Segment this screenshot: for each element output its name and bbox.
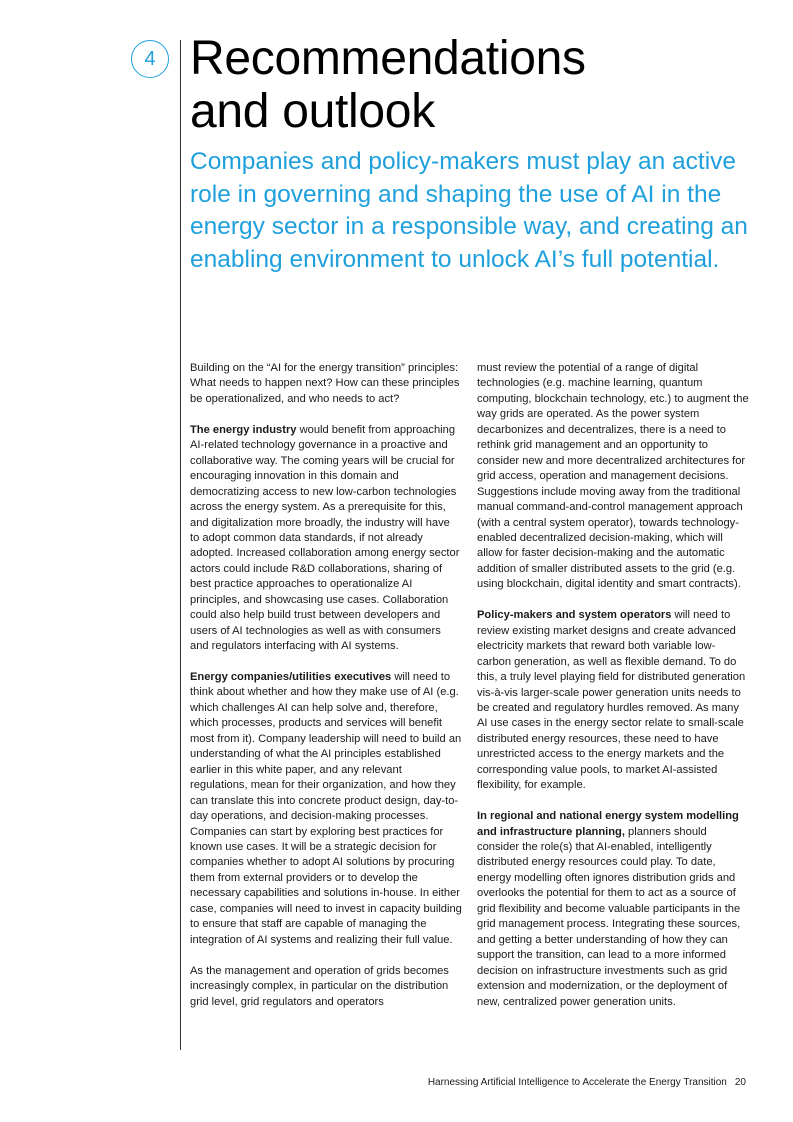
intro-paragraph: Building on the “AI for the energy transition” principles: What needs to happen next? How can these principles be operationalized, and who needs to act? (190, 362, 460, 405)
left-text-column (190, 361, 462, 1025)
executives-text: will need to think about whether and how they make use of AI (e.g. which challenges AI can help solve and, therefore, which processes, products and services will benefit most from it). Company leadership will need to build an understanding of what the AI principles established earlier in this white paper, and any relevant regulations, mean for their organization, and how they can translate this into concrete product design, day-to-day operations, and decision-making processes. Companies can start by exploring best practices for known use cases. It will be a strategic decision for companies whether to adopt AI solutions by procuring them from external providers or to develop the necessary capabilities and solutions in-house. In either case, companies will need to invest in capacity building to ensure that staff are capable of managing the integration of AI systems and realizing their full value. (190, 671, 462, 946)
modelling-text: planners should consider the role(s) that AI-enabled, intelligently distributed energy resources could play. To date, energy modelling often ignores distribution grids and overlooks the potential for them to act as a source of grid flexibility and become valuable participants in the grid management process. Integrating these sources, and getting a better understanding of how they can support the transition, can lead to a more informed decision on infrastructure investments such as grid extension and modernization, or the deployment of new, centralized power generation units. (477, 825, 741, 1008)
page-footer (428, 1077, 746, 1089)
grids-paragraph-start: As the management and operation of grids becomes increasingly complex, in particular on the distribution grid level, grid regulators and operators (190, 964, 449, 1008)
executives-lead: Energy companies/utilities executives (190, 671, 392, 684)
title-line-1: Recommendations (190, 32, 586, 85)
executives-paragraph (190, 670, 462, 948)
policy-makers-paragraph (477, 608, 749, 793)
vertical-divider (180, 40, 181, 1050)
right-text-column (477, 361, 749, 1025)
page-title (190, 32, 780, 138)
energy-industry-text: would benefit from approaching AI-related technology governance in a proactive and collaborative way. The coming years will be crucial for encouraging innovation in this domain and democratizing access to new low-carbon technologies across the energy system. As a prerequisite for this, and digitalization more broadly, the industry will have to adopt common data standards, if not already adopted. Increased collaboration among energy sector actors could include R&D collaborations, sharing of best practice approaches to operationalize AI principles, and showcasing use cases. Collaboration could also help build trust between developers and users of AI technologies as well as with consumers and regulators interfacing with AI systems. (190, 423, 460, 653)
energy-industry-lead: The energy industry (190, 423, 297, 436)
modelling-paragraph (477, 809, 749, 1010)
chapter-subtitle: Companies and policy-makers must play an active role in governing and shaping the use of AI in the energy sector in a responsible way, and creating an enabling environment to unlock AI’s full potential. (190, 148, 748, 273)
chapter-number-badge: 4 (131, 40, 169, 78)
modelling-lead: In regional and national energy system modelling and infrastructure planning, (477, 810, 739, 838)
title-line-2: and outlook (190, 85, 435, 138)
energy-industry-paragraph (190, 423, 462, 655)
footer-document-title: Harnessing Artificial Intelligence to Accelerate the Energy Transition (427, 1077, 727, 1088)
policy-makers-lead: Policy-makers and system operators (477, 609, 672, 622)
grids-paragraph-continued: must review the potential of a range of digital technologies (e.g. machine learning, quantum computing, blockchain technology, etc.) to augment the way grids are operated. As the power system decarbonizes and decentralizes, there is a need to rethink grid management and an opportunity to consider new and more decentralized architectures for grid access, operation and management decisions. Suggestions include moving away from the traditional manual command-and-control management approach (with a central system operator), towards technology-enabled decentralized decision-making, which will allow for faster decision-making and the automatic addition of smaller distributed assets to the grid (e.g. using blockchain, digital identity and smart contracts). (477, 362, 749, 591)
page-number: 20 (734, 1077, 746, 1088)
policy-makers-text: will need to review existing market designs and create advanced electricity markets that reward both variable low-carbon generation, as well as flexible demand. To do this, a truly level playing field for distributed generation vis-à-vis larger-scale power generation units needs to be created and regulatory hurdles removed. As many AI use cases in the energy sector relate to small-scale distributed energy resources, these need to have unrestricted access to the energy markets and the corresponding value pools, to market AI-assisted flexibility, for example. (477, 609, 746, 792)
